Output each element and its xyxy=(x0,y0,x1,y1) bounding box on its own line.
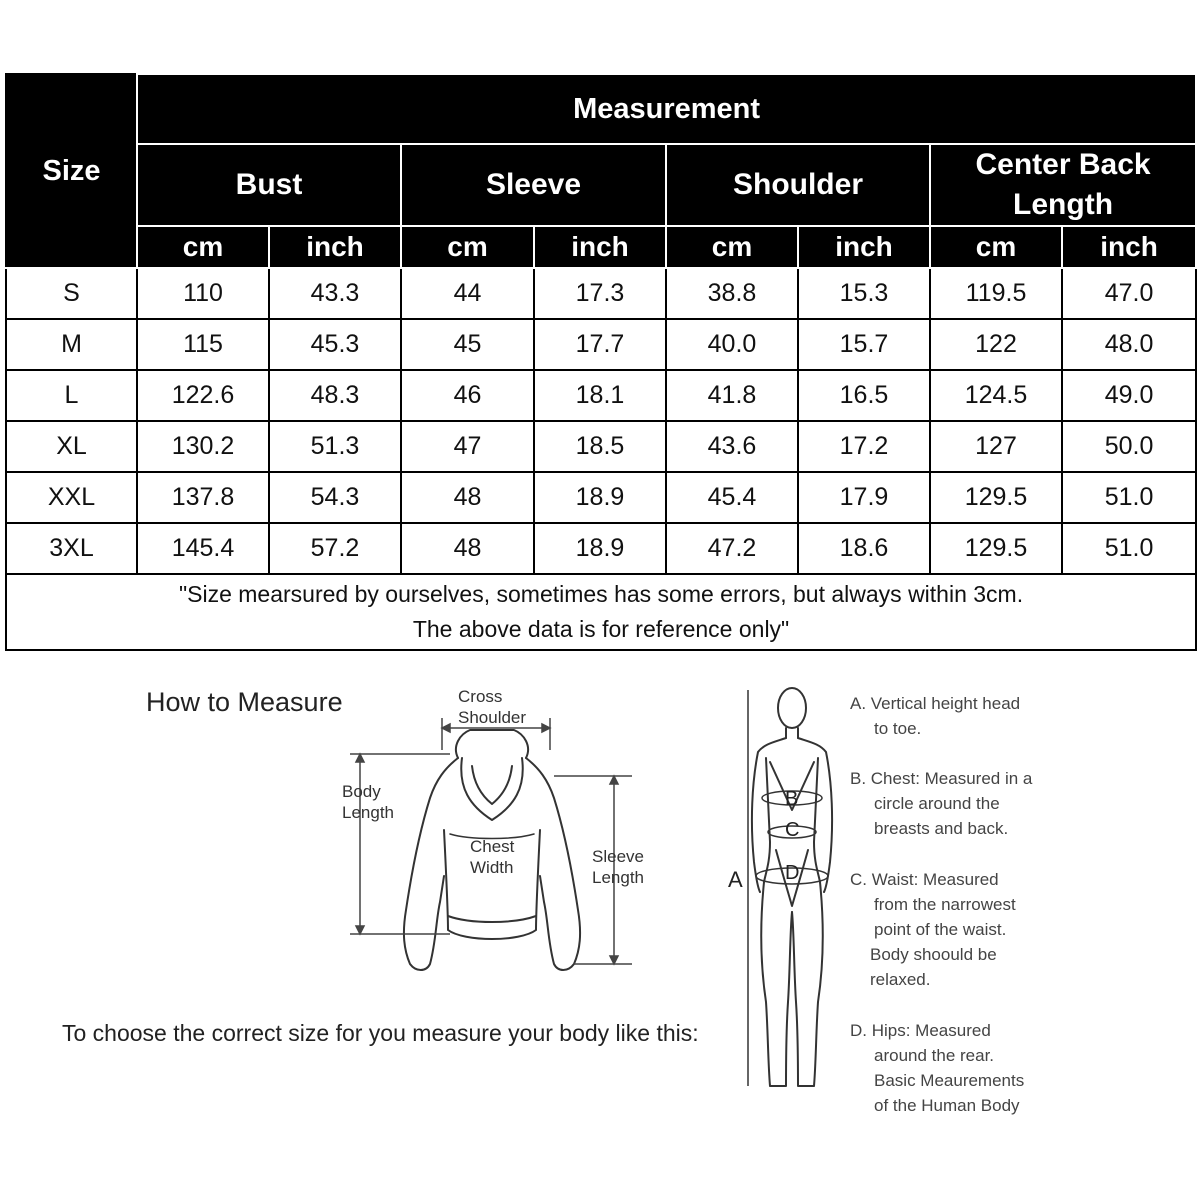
marker-b: B xyxy=(785,788,799,810)
legend-d-line: Basic Meaurements xyxy=(874,1071,1025,1090)
legend-a xyxy=(850,691,1110,741)
legend-c-line: C. Waist: Measured xyxy=(850,870,999,889)
value-cell: 48.3 xyxy=(269,370,401,421)
legend-b-line: B. Chest: Measured in a xyxy=(850,769,1033,788)
legend-a-line: A. Vertical height head xyxy=(850,694,1021,713)
choose-size-instruction: To choose the correct size for you measure your body like this: xyxy=(62,1020,699,1046)
value-cell: 18.6 xyxy=(798,523,930,574)
how-to-measure-title: How to Measure xyxy=(146,687,343,717)
unit-header: cm xyxy=(930,226,1062,268)
sleeve-header: Sleeve xyxy=(401,144,666,226)
value-cell: 54.3 xyxy=(269,472,401,523)
table-row xyxy=(6,319,1196,370)
value-cell: 46 xyxy=(401,370,534,421)
value-cell: 44 xyxy=(401,268,534,319)
legend-b-line: circle around the xyxy=(874,794,1000,813)
neck-inner xyxy=(472,766,512,804)
size-cell: XXL xyxy=(6,472,137,523)
marker-d: D xyxy=(785,862,800,884)
value-cell: 129.5 xyxy=(930,523,1062,574)
value-cell: 45.3 xyxy=(269,319,401,370)
value-cell: 57.2 xyxy=(269,523,401,574)
size-cell: 3XL xyxy=(6,523,137,574)
left-sleeve-outline xyxy=(404,758,458,970)
collar-outline xyxy=(456,730,528,758)
unit-header: inch xyxy=(1062,226,1196,268)
table-row xyxy=(6,472,1196,523)
shoulder-header: Shoulder xyxy=(666,144,930,226)
legend-d-line: of the Human Body xyxy=(874,1096,1020,1115)
value-cell: 48 xyxy=(401,472,534,523)
value-cell: 17.3 xyxy=(534,268,666,319)
value-cell: 15.7 xyxy=(798,319,930,370)
value-cell: 127 xyxy=(930,421,1062,472)
value-cell: 48 xyxy=(401,523,534,574)
value-cell: 18.9 xyxy=(534,523,666,574)
value-cell: 51.0 xyxy=(1062,523,1196,574)
unit-header: inch xyxy=(269,226,401,268)
right-sleeve-outline xyxy=(526,758,580,970)
unit-header: cm xyxy=(666,226,798,268)
value-cell: 45 xyxy=(401,319,534,370)
hem-line xyxy=(448,916,536,922)
value-cell: 18.1 xyxy=(534,370,666,421)
table-row xyxy=(6,421,1196,472)
legend-d xyxy=(850,1018,1110,1118)
legend-c-line: Body shoould be xyxy=(870,945,997,964)
size-chart-table xyxy=(5,73,1197,651)
table-row xyxy=(6,523,1196,574)
value-cell: 43.6 xyxy=(666,421,798,472)
value-cell: 41.8 xyxy=(666,370,798,421)
size-cell: XL xyxy=(6,421,137,472)
value-cell: 38.8 xyxy=(666,268,798,319)
value-cell: 15.3 xyxy=(798,268,930,319)
head-outline xyxy=(778,688,806,728)
value-cell: 45.4 xyxy=(666,472,798,523)
marker-a: A xyxy=(728,867,743,892)
size-cell: M xyxy=(6,319,137,370)
value-cell: 110 xyxy=(137,268,269,319)
chest-width-label: Chest Width xyxy=(470,837,515,877)
unit-header: inch xyxy=(798,226,930,268)
value-cell: 40.0 xyxy=(666,319,798,370)
table-row xyxy=(6,370,1196,421)
cross-shoulder-label: Cross Shoulder xyxy=(458,687,527,727)
bust-header: Bust xyxy=(137,144,401,226)
legend-d-line: around the rear. xyxy=(874,1046,995,1065)
legend-d-line: D. Hips: Measured xyxy=(850,1021,991,1040)
note-line-1: "Size mearsured by ourselves, sometimes has some errors, but always within 3cm. xyxy=(178,581,1024,607)
value-cell: 47 xyxy=(401,421,534,472)
value-cell: 119.5 xyxy=(930,268,1062,319)
value-cell: 43.3 xyxy=(269,268,401,319)
legend-b-line: breasts and back. xyxy=(874,819,1009,838)
value-cell: 122.6 xyxy=(137,370,269,421)
measurement-header: Measurement xyxy=(137,74,1196,144)
legend-a-line: to toe. xyxy=(874,719,922,738)
value-cell: 145.4 xyxy=(137,523,269,574)
table-row xyxy=(6,268,1196,319)
unit-header: cm xyxy=(137,226,269,268)
unit-header: inch xyxy=(534,226,666,268)
value-cell: 50.0 xyxy=(1062,421,1196,472)
value-cell: 17.2 xyxy=(798,421,930,472)
sleeve-length-label: Sleeve Length xyxy=(592,847,644,887)
note-line-2: The above data is for reference only" xyxy=(412,616,790,642)
size-cell: S xyxy=(6,268,137,319)
value-cell: 17.9 xyxy=(798,472,930,523)
legend-c-line: point of the waist. xyxy=(874,920,1007,939)
value-cell: 129.5 xyxy=(930,472,1062,523)
note-row xyxy=(6,574,1196,650)
value-cell: 122 xyxy=(930,319,1062,370)
value-cell: 124.5 xyxy=(930,370,1062,421)
value-cell: 51.0 xyxy=(1062,472,1196,523)
marker-c: C xyxy=(785,819,800,841)
value-cell: 18.5 xyxy=(534,421,666,472)
value-cell: 47.0 xyxy=(1062,268,1196,319)
reference-note xyxy=(6,574,1196,650)
unit-header: cm xyxy=(401,226,534,268)
legend-c-line: relaxed. xyxy=(870,970,931,989)
body-length-label: Body Length xyxy=(342,782,394,822)
value-cell: 16.5 xyxy=(798,370,930,421)
value-cell: 17.7 xyxy=(534,319,666,370)
value-cell: 115 xyxy=(137,319,269,370)
size-cell: L xyxy=(6,370,137,421)
legend-c-line: from the narrowest xyxy=(874,895,1016,914)
value-cell: 49.0 xyxy=(1062,370,1196,421)
value-cell: 130.2 xyxy=(137,421,269,472)
value-cell: 51.3 xyxy=(269,421,401,472)
value-cell: 137.8 xyxy=(137,472,269,523)
size-header: Size xyxy=(6,74,137,268)
legend-b xyxy=(850,766,1110,841)
value-cell: 47.2 xyxy=(666,523,798,574)
neck-drape xyxy=(461,758,523,820)
value-cell: 48.0 xyxy=(1062,319,1196,370)
legend-c xyxy=(850,867,1110,992)
body-figure-diagram xyxy=(730,682,840,1100)
center-back-length-header: Center Back Length xyxy=(930,144,1196,226)
value-cell: 18.9 xyxy=(534,472,666,523)
